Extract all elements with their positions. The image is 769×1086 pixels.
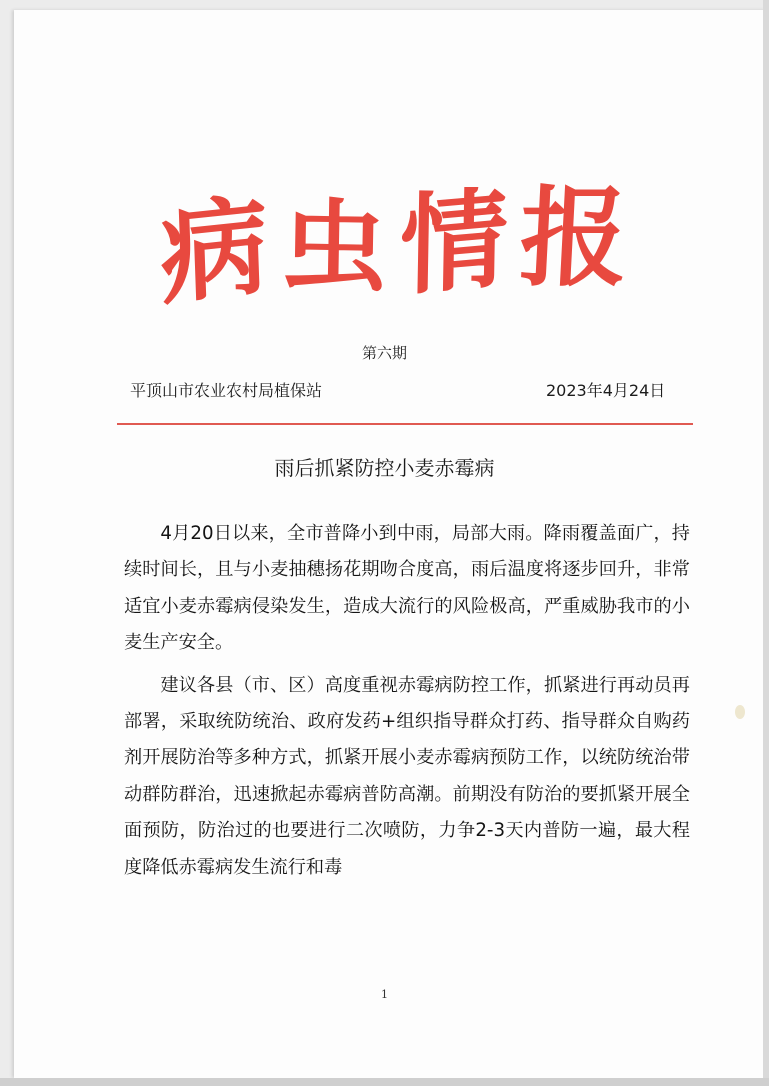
article-title: 雨后抓紧防控小麦赤霉病 bbox=[274, 456, 495, 480]
paper-stain bbox=[735, 705, 745, 719]
issue-number: 第六期 bbox=[361, 344, 407, 362]
scan-edge-bottom bbox=[0, 1078, 769, 1086]
issue-date: 2023年4月24日 bbox=[546, 381, 666, 400]
paragraph: 4月20日以来，全市普降小到中雨，局部大雨。降雨覆盖面广，持续时间长，且与小麦抽穗扬花期吻合度高，雨后温度将逐步回升，非常适宜小麦赤霉病侵染发生，造成大流行的风险极高，严重威胁我市的小麦生产安全。 bbox=[124, 523, 690, 654]
masthead-title bbox=[158, 172, 634, 321]
masthead-char: 报 bbox=[516, 175, 634, 302]
page-number: 1 bbox=[381, 988, 388, 1001]
article-body bbox=[124, 516, 690, 886]
masthead-char: 病 bbox=[158, 182, 273, 321]
header-rule bbox=[117, 423, 693, 425]
paragraph: 建议各县（市、区）高度重视赤霉病防控工作，抓紧进行再动员再部署，采取统防统治、政府发药+组织指导群众打药、指导群众自购药剂开展防治等多种方式，抓紧开展小麦赤霉病预防工作，以统防统治带动群防群治，迅速掀起赤霉病普防高潮。前期没有防治的要抓紧开展全面预防，防治过的也要进行二次喷防，力争2-3天内普防一遍，最大程度降低赤霉病发生流行和毒 bbox=[124, 674, 690, 878]
masthead-char: 虫 bbox=[279, 188, 392, 307]
masthead-char: 情 bbox=[399, 174, 511, 312]
scan-edge-right bbox=[763, 0, 769, 1086]
issuer-name: 平顶山市农业农村局植保站 bbox=[130, 381, 323, 400]
